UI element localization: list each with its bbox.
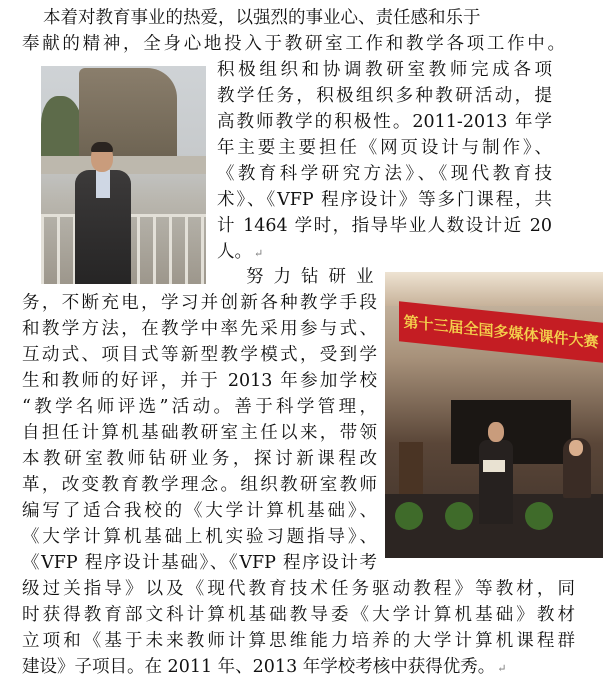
text-line: 《VFP 程序设计基础》、《VFP 程序设计考 <box>22 553 377 573</box>
text-line: 革，改变教育教学理念。组织教研室教师 <box>22 475 377 495</box>
text-line: 立项和《基于未来教师计算思维能力培养的大学计算机课程群 <box>22 631 575 651</box>
text-line: 编写了适合我校的《大学计算机基础》、 <box>22 501 377 521</box>
paragraph-mark: ↵ <box>497 662 507 675</box>
text-line: 务，不断充电，学习并创新各种教学手段 <box>22 293 377 313</box>
text-line: 本着对教育事业的热爱，以强烈的事业心、责任感和乐于 <box>43 8 481 28</box>
text-line: “教学名师评选”活动。善于科学管理， <box>22 397 377 417</box>
text-line: 本教研室教师钻研业务，探讨新课程改 <box>22 449 377 469</box>
text-line: 《教育科学研究方法》、《现代教育技 <box>217 164 552 184</box>
text-line: 互动式、项目式等新型教学模式，受到学 <box>22 345 377 365</box>
text-line: 建设》子项目。在 2011 年、2013 年学校考核中获得优秀。 ↵ <box>22 657 507 677</box>
text-line: 级过关指导》以及《现代教育技术任务驱动教程》等教材，同 <box>22 579 575 599</box>
text-line: 教学任务，积极组织多种教研活动，提 <box>217 86 552 106</box>
paragraph-mark: ↵ <box>254 247 264 260</box>
text-line: 和教学方法，在教学中率先采用参与式、 <box>22 319 377 339</box>
text-line: 努力钻研业 <box>246 267 384 287</box>
text-line: 年主要主要担任《网页设计与制作》、 <box>217 138 552 158</box>
text-line: 生和教师的好评，并于 2013 年参加学校 <box>22 371 377 391</box>
text-line: 高教师教学的积极性。2011-2013 年学 <box>217 112 552 132</box>
award-ceremony-photo <box>385 272 603 558</box>
portrait-photo-monument <box>41 66 206 284</box>
text-line: 人。 ↵ <box>217 242 264 262</box>
text-line: 积极组织和协调教研室教师完成各项 <box>217 60 552 80</box>
text-line: 计 1464 学时，指导毕业人数设计近 20 <box>217 216 552 236</box>
text-line: 《大学计算机基础上机实验习题指导》、 <box>22 527 377 547</box>
text-line: 术》、《VFP 程序设计》等多门课程，共 <box>217 190 552 210</box>
text-line: 时获得教育部文科计算机基础教导委《大学计算机基础》教材 <box>22 605 575 625</box>
text-line: 奉献的精神，全身心地投入于教研室工作和教学各项工作中。 <box>22 34 565 54</box>
text-line: 自担任计算机基础教研室主任以来，带领 <box>22 423 377 443</box>
award-banner: 第十三届全国多媒体课件大赛 <box>399 301 603 362</box>
